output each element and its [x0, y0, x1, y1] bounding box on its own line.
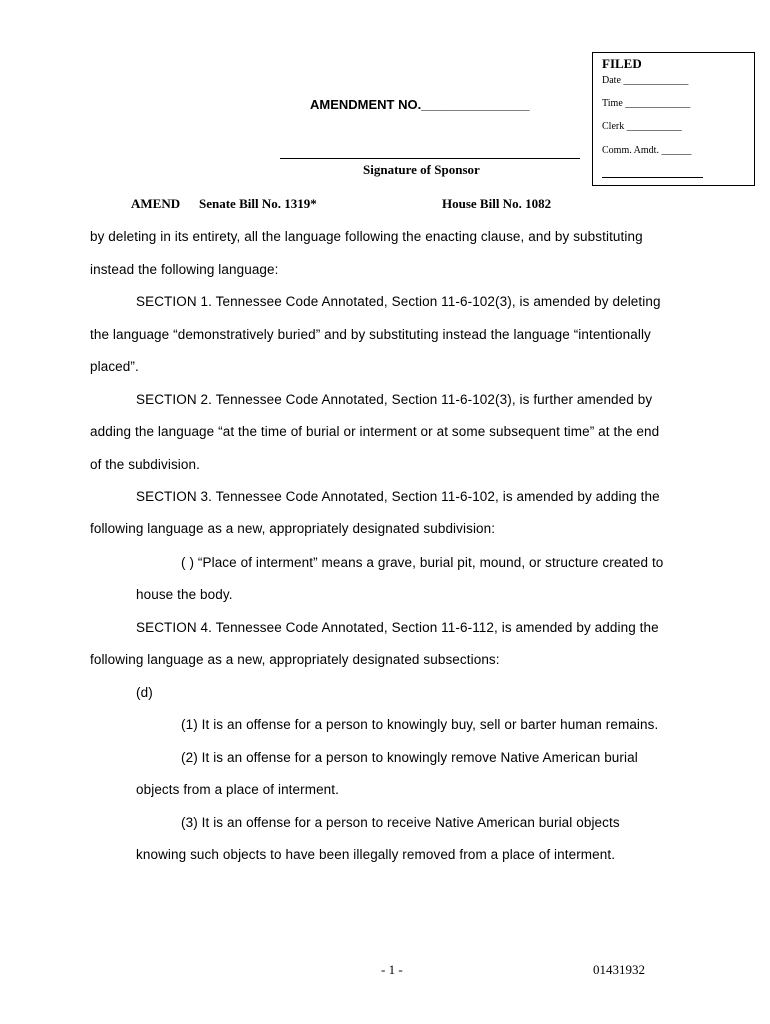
- body-line: the language “demonstratively buried” and by substituting instead the language “intentionally: [90, 327, 651, 342]
- filed-box: [592, 52, 755, 186]
- body-line: knowing such objects to have been illegally removed from a place of interment.: [136, 847, 616, 862]
- filed-date-row: Date _____________: [602, 75, 689, 86]
- document-id: 01431932: [593, 962, 645, 977]
- signature-line: [280, 158, 580, 159]
- offense-item-2: (2) It is an offense for a person to knowingly remove Native American burial: [181, 750, 638, 765]
- section-1-heading-line: SECTION 1. Tennessee Code Annotated, Section 11-6-102(3), is amended by deleting: [136, 294, 661, 309]
- body-line: house the body.: [136, 587, 233, 602]
- body-line: following language as a new, appropriately designated subsections:: [90, 652, 500, 667]
- filed-title: FILED: [602, 56, 642, 71]
- page-number: - 1 -: [381, 962, 403, 977]
- offense-item-3: (3) It is an offense for a person to receive Native American burial objects: [181, 815, 620, 830]
- body-line: following language as a new, appropriately designated subdivision:: [90, 521, 496, 536]
- body-line: placed”.: [90, 359, 139, 374]
- senate-bill-number: Senate Bill No. 1319*: [199, 196, 317, 211]
- amendment-number: AMENDMENT NO._______________: [310, 97, 530, 112]
- definition-line: ( ) “Place of interment” means a grave, burial pit, mound, or structure created to: [181, 555, 664, 570]
- signature-label: Signature of Sponsor: [363, 162, 480, 177]
- amend-label: AMEND: [131, 196, 181, 211]
- filed-clerk-row: Clerk ___________: [602, 121, 682, 132]
- section-4-heading-line: SECTION 4. Tennessee Code Annotated, Section 11-6-112, is amended by adding the: [136, 620, 659, 635]
- subsection-d-label: (d): [136, 685, 153, 700]
- filed-comm-amdt-row: Comm. Amdt. ______: [602, 145, 692, 156]
- section-2-heading-line: SECTION 2. Tennessee Code Annotated, Section 11-6-102(3), is further amended by: [136, 392, 653, 407]
- body-line: of the subdivision.: [90, 457, 200, 472]
- body-line: adding the language “at the time of burial or interment or at some subsequent time” at the end: [90, 424, 660, 439]
- offense-item-1: (1) It is an offense for a person to knowingly buy, sell or barter human remains.: [181, 717, 659, 732]
- filed-blank-line: [602, 177, 703, 178]
- section-3-heading-line: SECTION 3. Tennessee Code Annotated, Section 11-6-102, is amended by adding the: [136, 489, 660, 504]
- body-line: objects from a place of interment.: [136, 782, 339, 797]
- house-bill-number: House Bill No. 1082: [442, 196, 552, 211]
- body-line: instead the following language:: [90, 262, 279, 277]
- filed-time-row: Time _____________: [602, 98, 691, 109]
- body-line: by deleting in its entirety, all the language following the enacting clause, and by substituting: [90, 229, 643, 244]
